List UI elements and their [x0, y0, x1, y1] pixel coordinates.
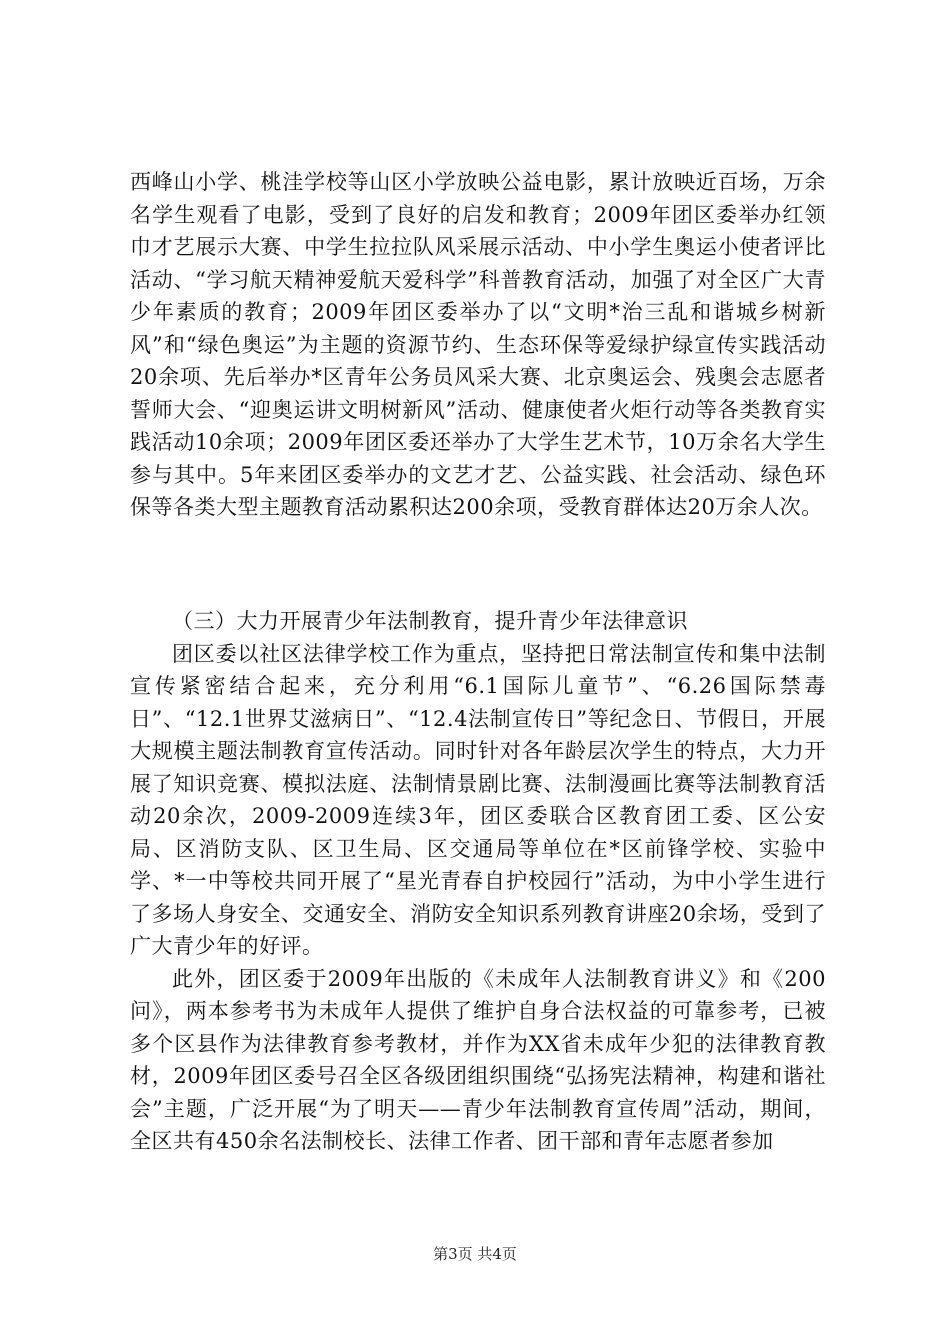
section-one-body [130, 166, 826, 524]
section-three-paragraph-1: 团区委以社区法律学校工作为重点，坚持把日常法制宣传和集中法制宣传紧密结合起来，充分利用“6.1国际儿童节”、“6.26国际禁毒日”、“12.1世界艾滋病日”、“12.4法制宣传日”等纪念日、节假日，开展大规模主题法制教育宣传活动。同时针对各年龄层次学生的特点，大力开展了知识竞赛、模拟法庭、法制情景剧比赛、法制漫画比赛等法制教育活动20余次，2009-2009连续3年，团区委联合区教育团工委、区公安局、区消防支队、区卫生局、区交通局等单位在*区前锋学校、实验中学、*一中等校共同开展了“星光青春自护校园行”活动，为中小学生进行了多场人身安全、交通安全、消防安全知识系列教育讲座20余场，受到了广大青少年的好评。 [130, 641, 826, 958]
page-number-footer: 第3页 共4页 [433, 1245, 517, 1263]
section-three-paragraph-2: 此外，团区委于2009年出版的《未成年人法制教育讲义》和《200问》，两本参考书为未成年人提供了维护自身合法权益的可靠参考，已被多个区县作为法律教育参考教材，并作为XX省未成年少犯的法律教育教材，2009年团区委号召全区各级团组织围绕“弘扬宪法精神，构建和谐社会”主题，广泛开展“为了明天——青少年法制教育宣传周”活动，期间，全区共有450余名法制校长、法律工作者、团干部和青年志愿者参加 [130, 966, 826, 1153]
section-one-paragraph: 西峰山小学、桃洼学校等山区小学放映公益电影，累计放映近百场，万余名学生观看了电影，受到了良好的启发和教育；2009年团区委举办红领巾才艺展示大赛、中学生拉拉队风采展示活动、中小学生奥运小使者评比活动、“学习航天精神爱航天爱科学”科普教育活动，加强了对全区广大青少年素质的教育；2009年团区委举办了以“文明*治三乱和谐城乡树新风”和“绿色奥运”为主题的资源节约、生态环保等爱绿护绿宣传实践活动20余项、先后举办*区青年公务员风采大赛、北京奥运会、残奥会志愿者誓师大会、“迎奥运讲文明树新风”活动、健康使者火炬行动等各类教育实践活动10余项；2009年团区委还举办了大学生艺术节，10万余名大学生参与其中。5年来团区委举办的文艺才艺、公益实践、社会活动、绿色环保等各类大型主题教育活动累积达200余项，受教育群体达20万余人次。 [130, 170, 826, 519]
section-three-body [130, 605, 826, 1158]
section-three-heading: （三）大力开展青少年法制教育，提升青少年法律意识 [172, 609, 688, 633]
